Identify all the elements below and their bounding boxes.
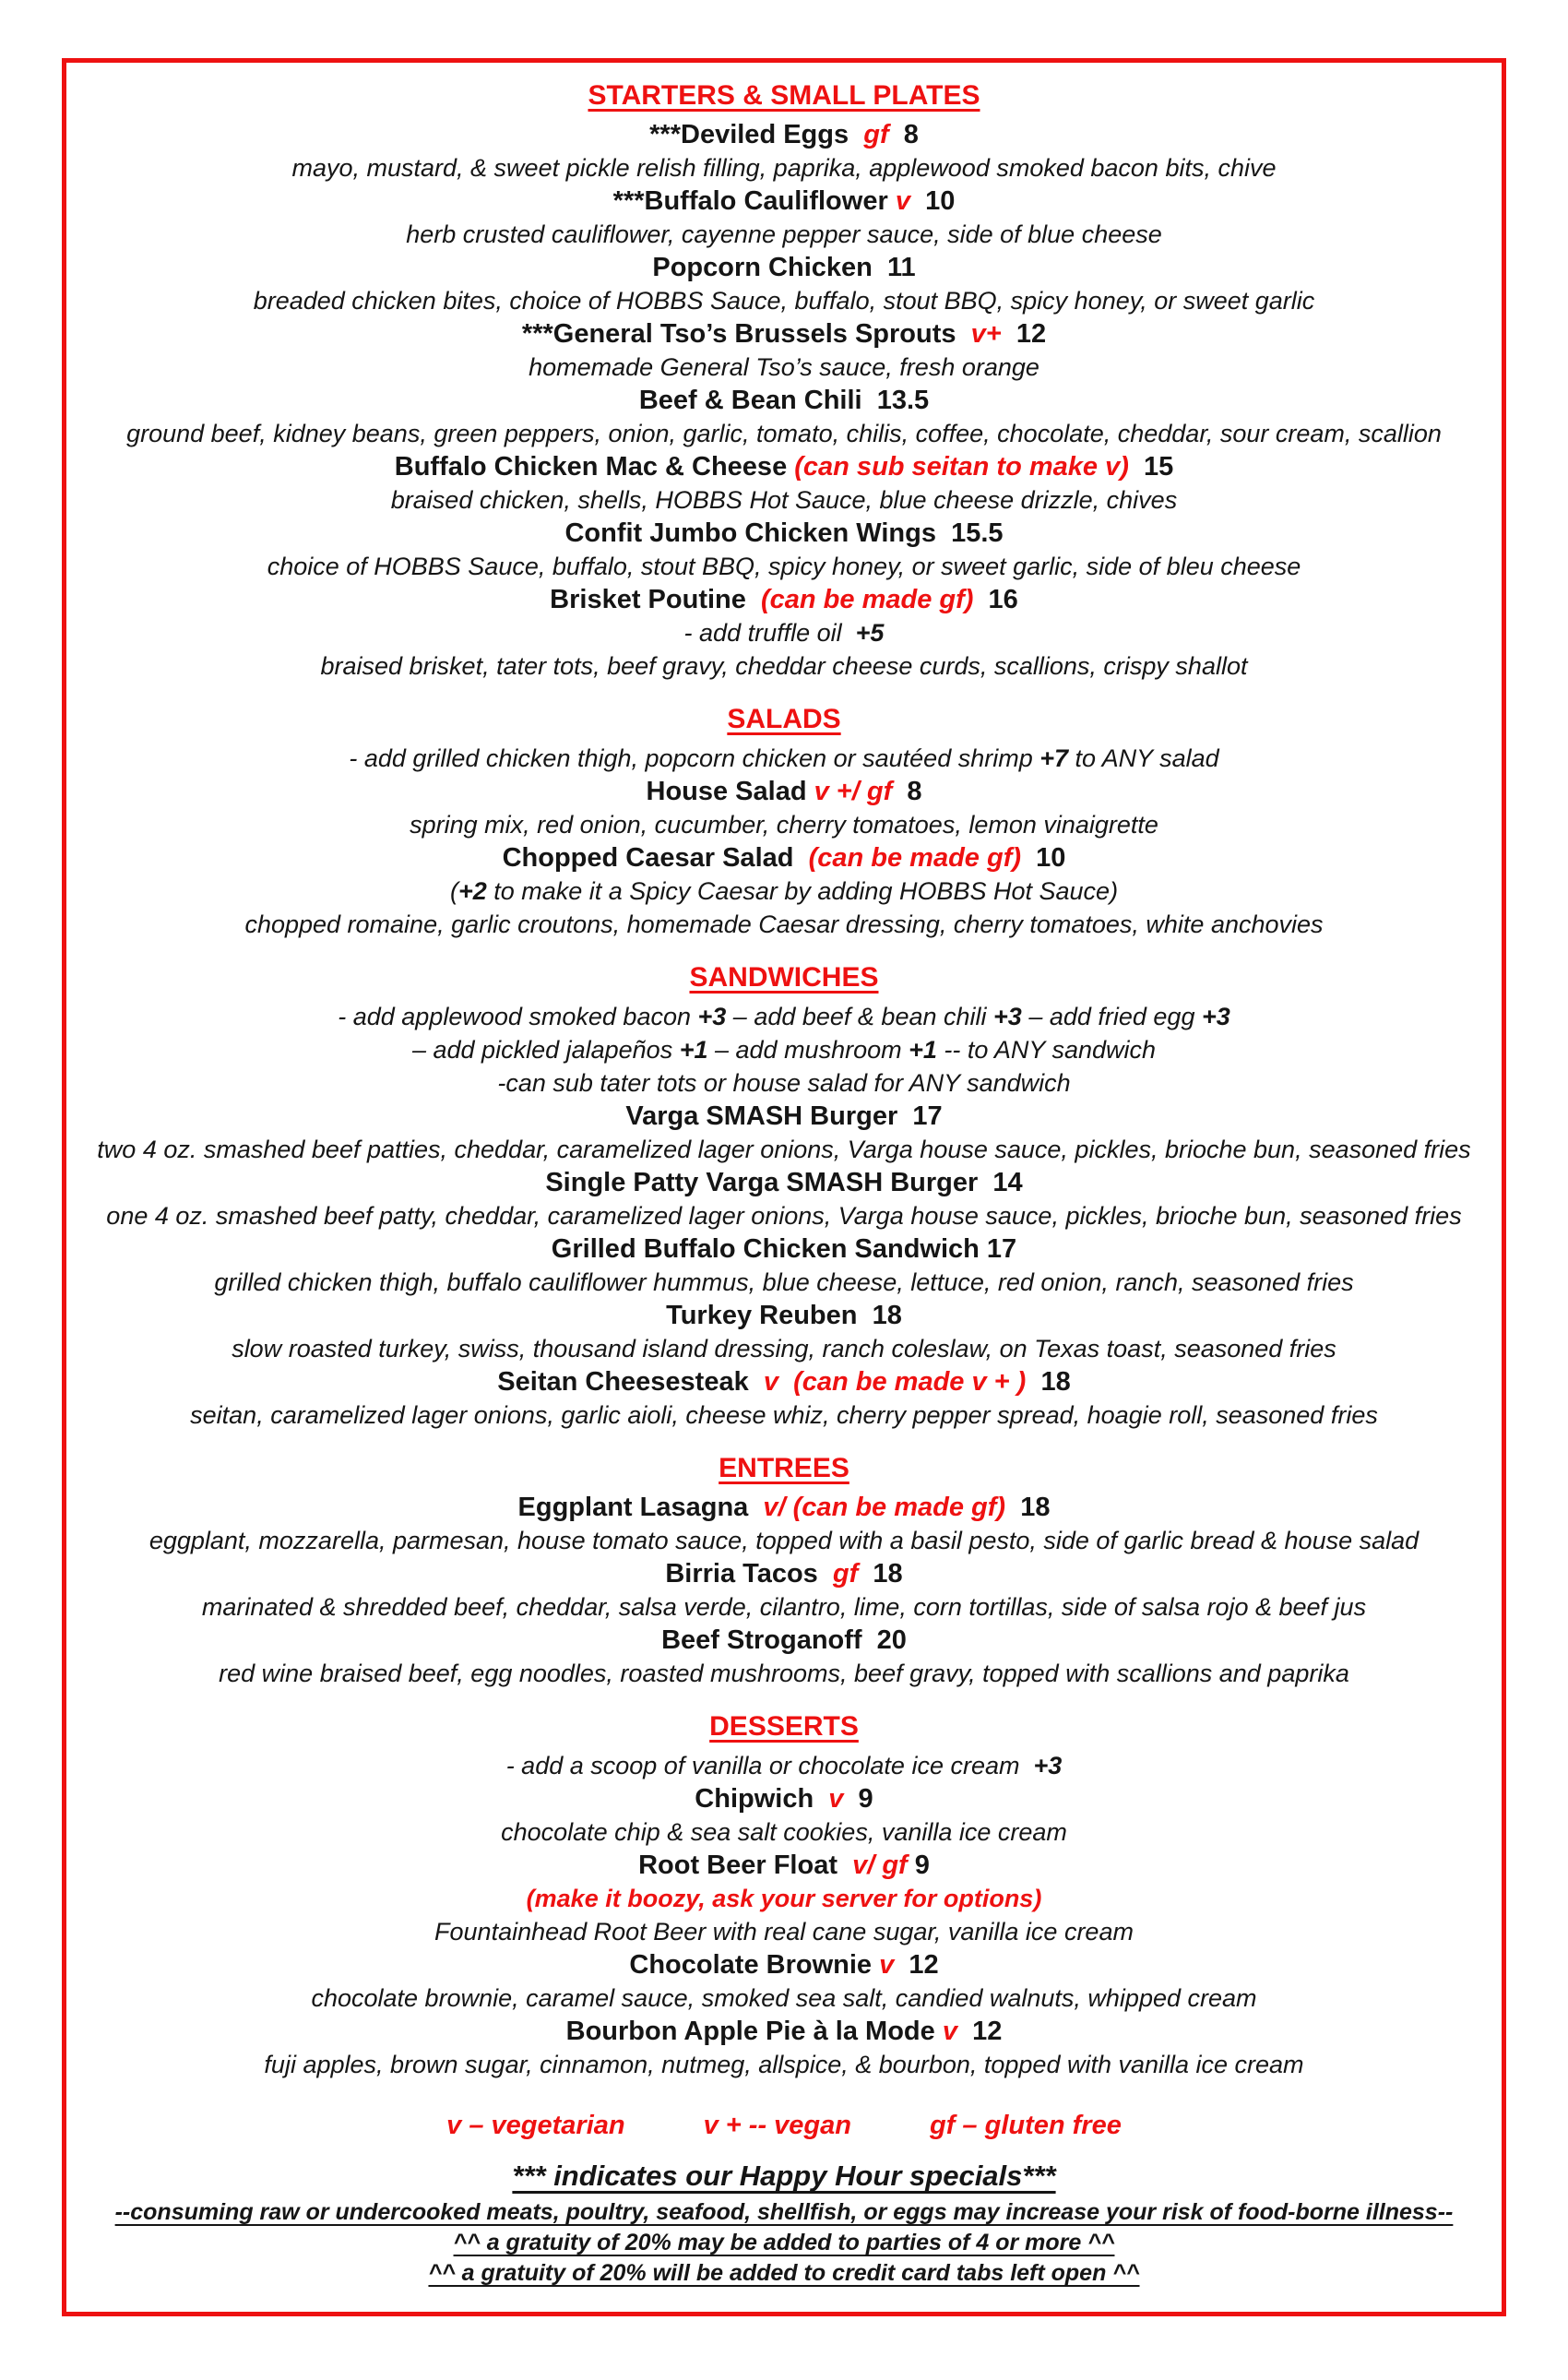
note-text: eggplant, mozzarella, parmesan, house tomato sauce, topped with a basil pesto, side of garlic bread & house salad (148, 1527, 1420, 1554)
item-description (66, 284, 1502, 317)
diet-tag: v (942, 2017, 957, 2046)
note-text: mayo, mustard, & sweet pickle relish filling, paprika, applewood smoked bacon bits, chive (291, 154, 1277, 182)
note-text: - add a scoop of vanilla or chocolate ice cream (505, 1752, 1034, 1779)
happy-hour-line: *** indicates our Happy Hour specials*** (512, 2160, 1056, 2192)
item-name-text: Brisket Poutine (550, 585, 761, 614)
item-name-text: 10 (909, 186, 956, 216)
item-name-text: ***General Tso’s Brussels Sprouts (521, 319, 971, 349)
item-name-text: Varga SMASH Burger 17 (625, 1101, 943, 1131)
note-text: ground beef, kidney beans, green peppers, onion, garlic, tomato, chilis, coffee, chocolate, cheddar, sour cream, scallion (126, 420, 1442, 447)
note-text: to ANY salad (1068, 744, 1219, 772)
menu-border-frame (62, 58, 1506, 2316)
note-text: breaded chicken bites, choice of HOBBS Sauce, buffalo, stout BBQ, spicy honey, or sweet garlic (253, 287, 1315, 315)
menu-item-line (66, 1491, 1502, 1524)
legend-item: v + -- vegan (703, 2111, 851, 2140)
item-name-text: 16 (973, 585, 1018, 614)
menu-content (66, 63, 1502, 2289)
item-description (66, 218, 1502, 251)
menu-item-line (66, 184, 1502, 218)
menu-item-line (66, 1557, 1502, 1590)
item-name-text: 12 (956, 2017, 1003, 2046)
item-description (66, 808, 1502, 841)
addon-price: +3 (1201, 1003, 1230, 1030)
item-description (66, 483, 1502, 517)
menu-item-line (66, 1624, 1502, 1657)
item-name-text: Single Patty Varga SMASH Burger 14 (545, 1168, 1023, 1197)
addon-note (66, 1000, 1502, 1033)
diet-tag: (can be made gf) (761, 585, 974, 614)
item-name-text: Confit Jumbo Chicken Wings 15.5 (564, 518, 1004, 548)
note-text: slow roasted turkey, swiss, thousand island dressing, ranch coleslaw, on Texas toast, seasoned fries (232, 1335, 1336, 1363)
note-text: -- to ANY sandwich (936, 1036, 1156, 1064)
item-description (66, 1266, 1502, 1299)
menu-item-line (66, 251, 1502, 284)
addon-price: +3 (1033, 1752, 1063, 1779)
item-description (66, 1398, 1502, 1432)
addon-note (66, 1033, 1502, 1066)
item-description (66, 1524, 1502, 1557)
diet-tag: v+ (970, 319, 1002, 349)
note-text: – add pickled jalapeños (411, 1036, 680, 1064)
addon-price: +3 (993, 1003, 1022, 1030)
note-text: chopped romaine, garlic croutons, homemade Caesar dressing, cherry tomatoes, white anchovies (244, 910, 1324, 938)
item-description (66, 1657, 1502, 1690)
addon-note (66, 1066, 1502, 1100)
diet-tag: gf (832, 1559, 859, 1589)
section-title: DESSERTS (709, 1711, 859, 1742)
diet-tag: v/ gf (852, 1850, 908, 1880)
menu-item-line (66, 450, 1502, 483)
addon-price: +3 (697, 1003, 727, 1030)
item-name-text: Chopped Caesar Salad (502, 843, 809, 873)
gratuity-line: ^^ a gratuity of 20% may be added to parties of 4 or more ^^ (453, 2230, 1115, 2255)
note-text: grilled chicken thigh, buffalo cauliflower hummus, blue cheese, lettuce, red onion, ranch, seasoned fries (214, 1268, 1354, 1296)
note-text: two 4 oz. smashed beef patties, cheddar, caramelized lager onions, Varga house sauce, pickles, brioche bun, seasoned fries (97, 1136, 1471, 1163)
note-text: – add beef & bean chili (726, 1003, 994, 1030)
note-text: to make it a Spicy Caesar by adding HOBBS Hot Sauce) (486, 877, 1119, 905)
item-description (66, 908, 1502, 941)
item-name-text: Root Beer Float (638, 1850, 853, 1880)
item-description (66, 151, 1502, 184)
note-text: one 4 oz. smashed beef patty, cheddar, caramelized lager onions, Varga house sauce, pickles, brioche bun, seasoned fries (106, 1202, 1462, 1230)
gratuity-line: ^^ a gratuity of 20% will be added to credit card tabs left open ^^ (428, 2260, 1140, 2286)
menu-item-line (66, 1782, 1502, 1815)
note-text: fuji apples, brown sugar, cinnamon, nutmeg, allspice, & bourbon, topped with vanilla ice cream (264, 2051, 1304, 2078)
menu-item-line (66, 384, 1502, 417)
item-description (66, 1590, 1502, 1624)
item-description (66, 417, 1502, 450)
item-description (66, 550, 1502, 583)
item-name-text: 8 (892, 777, 922, 806)
item-name-text: Beef & Bean Chili 13.5 (638, 386, 930, 415)
item-description (66, 2048, 1502, 2081)
diet-tag: (can be made gf) (808, 843, 1022, 873)
addon-note (66, 875, 1502, 908)
note-text: - add grilled chicken thigh, popcorn chicken or sautéed shrimp (349, 744, 1040, 772)
section-title: STARTERS & SMALL PLATES (588, 80, 980, 111)
diet-tag: v (895, 186, 910, 216)
note-text: seitan, caramelized lager onions, garlic aioli, cheese whiz, cherry pepper spread, hoagie roll, seasoned fries (190, 1401, 1378, 1429)
section-title: SALADS (727, 704, 841, 734)
note-text: ( (449, 877, 458, 905)
diet-tag: v (879, 1950, 895, 1980)
note-text: choice of HOBBS Sauce, buffalo, stout BBQ, spicy honey, or sweet garlic, side of bleu cheese (267, 553, 1301, 580)
note-text: Fountainhead Root Beer with real cane sugar, vanilla ice cream (434, 1918, 1134, 1946)
item-name-text: 18 (1026, 1367, 1071, 1397)
menu-item-line (66, 1166, 1502, 1199)
item-description (66, 1133, 1502, 1166)
item-name-text: Chocolate Brownie (629, 1950, 880, 1980)
item-name-text: 18 (1005, 1493, 1051, 1522)
menu-item-line (66, 1948, 1502, 1981)
diet-tag: v/ (can be made gf) (763, 1493, 1006, 1522)
note-text: herb crusted cauliflower, cayenne pepper sauce, side of blue cheese (406, 220, 1162, 248)
menu-item-line (66, 118, 1502, 151)
note-text: – add mushroom (707, 1036, 909, 1064)
diet-tag: gf (863, 120, 889, 149)
item-name-text: 12 (1001, 319, 1047, 349)
menu-section (66, 959, 1502, 1432)
item-name-text: Birria Tacos (665, 1559, 833, 1589)
legend-item: gf – gluten free (929, 2111, 1122, 2140)
item-name-text: 10 (1021, 843, 1066, 873)
menu-item-line (66, 583, 1502, 616)
legend-item: v – vegetarian (446, 2111, 625, 2140)
note-text: – add fried egg (1021, 1003, 1202, 1030)
menu-item-line (66, 1299, 1502, 1332)
note-text: chocolate chip & sea salt cookies, vanilla ice cream (501, 1818, 1067, 1846)
menu-item-line (66, 317, 1502, 351)
item-description (66, 1199, 1502, 1232)
menu-item-line (66, 1100, 1502, 1133)
note-text: braised brisket, tater tots, beef gravy, cheddar cheese curds, scallions, crispy shallot (320, 652, 1248, 680)
note-text: marinated & shredded beef, cheddar, salsa verde, cilantro, lime, corn tortillas, side of salsa rojo & beef jus (201, 1593, 1367, 1621)
item-name-text: 9 (843, 1784, 873, 1814)
item-name-text: ***Deviled Eggs (649, 120, 864, 149)
disclaimer-line: --consuming raw or undercooked meats, poultry, seafood, shellfish, or eggs may increase your risk of food-borne illness-- (114, 2199, 1454, 2225)
addon-note (66, 1882, 1502, 1915)
item-name-text: 9 (907, 1850, 930, 1880)
item-name-text: House Salad (646, 777, 814, 806)
note-text: - add truffle oil (683, 619, 856, 647)
item-name-text: Turkey Reuben 18 (666, 1301, 902, 1330)
item-name-text: 18 (858, 1559, 903, 1589)
item-description (66, 1981, 1502, 2015)
note-text: - add applewood smoked bacon (338, 1003, 698, 1030)
menu-section (66, 1450, 1502, 1690)
diet-tag: v (828, 1784, 844, 1814)
addon-price: +1 (909, 1036, 937, 1064)
item-name-text: Beef Stroganoff 20 (661, 1625, 907, 1655)
addon-price: +5 (855, 619, 885, 647)
item-name-text: Eggplant Lasagna (517, 1493, 764, 1522)
item-description (66, 1332, 1502, 1365)
addon-note (66, 1749, 1502, 1782)
diet-tag: v +/ gf (814, 777, 893, 806)
item-name-text: Chipwich (695, 1784, 829, 1814)
menu-item-line (66, 517, 1502, 550)
item-name-text: 12 (894, 1950, 939, 1980)
note-text: braised chicken, shells, HOBBS Hot Sauce, blue cheese drizzle, chives (390, 486, 1178, 514)
note-text: -can sub tater tots or house salad for ANY sandwich (497, 1069, 1071, 1097)
note-text: spring mix, red onion, cucumber, cherry tomatoes, lemon vinaigrette (410, 811, 1158, 839)
item-name-text: ***Buffalo Cauliflower (612, 186, 896, 216)
diet-tag: v (can be made v + ) (763, 1367, 1027, 1397)
menu-item-line (66, 841, 1502, 875)
item-name-text: Seitan Cheesesteak (497, 1367, 764, 1397)
item-description (66, 649, 1502, 683)
note-text: homemade General Tso’s sauce, fresh orange (529, 353, 1039, 381)
item-name-text: Bourbon Apple Pie à la Mode (565, 2017, 943, 2046)
item-name-text: 15 (1128, 452, 1174, 482)
item-name-text: Popcorn Chicken 11 (652, 253, 916, 282)
menu-section (66, 701, 1502, 941)
red-note-text: (make it boozy, ask your server for options) (526, 1885, 1042, 1912)
section-title: SANDWICHES (689, 962, 879, 993)
menu-section (66, 77, 1502, 683)
addon-price: +7 (1039, 744, 1069, 772)
addon-note (66, 616, 1502, 649)
item-description (66, 1815, 1502, 1849)
menu-section (66, 1708, 1502, 2081)
menu-item-line (66, 775, 1502, 808)
note-text: red wine braised beef, egg noodles, roasted mushrooms, beef gravy, topped with scallions and paprika (219, 1660, 1349, 1687)
item-name-text: 8 (888, 120, 919, 149)
menu-item-line (66, 1365, 1502, 1398)
item-name-text: Grilled Buffalo Chicken Sandwich 17 (551, 1234, 1017, 1264)
addon-price: +1 (679, 1036, 708, 1064)
section-title: ENTREES (719, 1453, 849, 1483)
menu-item-line (66, 1232, 1502, 1266)
diet-tag: (can sub seitan to make v) (794, 452, 1129, 482)
addon-note (66, 742, 1502, 775)
diet-legend (66, 2109, 1502, 2142)
addon-price: +2 (457, 877, 487, 905)
item-description (66, 351, 1502, 384)
note-text: chocolate brownie, caramel sauce, smoked sea salt, candied walnuts, whipped cream (311, 1984, 1257, 2012)
item-name-text: Buffalo Chicken Mac & Cheese (394, 452, 795, 482)
menu-item-line (66, 1849, 1502, 1882)
item-description (66, 1915, 1502, 1948)
menu-item-line (66, 2015, 1502, 2048)
